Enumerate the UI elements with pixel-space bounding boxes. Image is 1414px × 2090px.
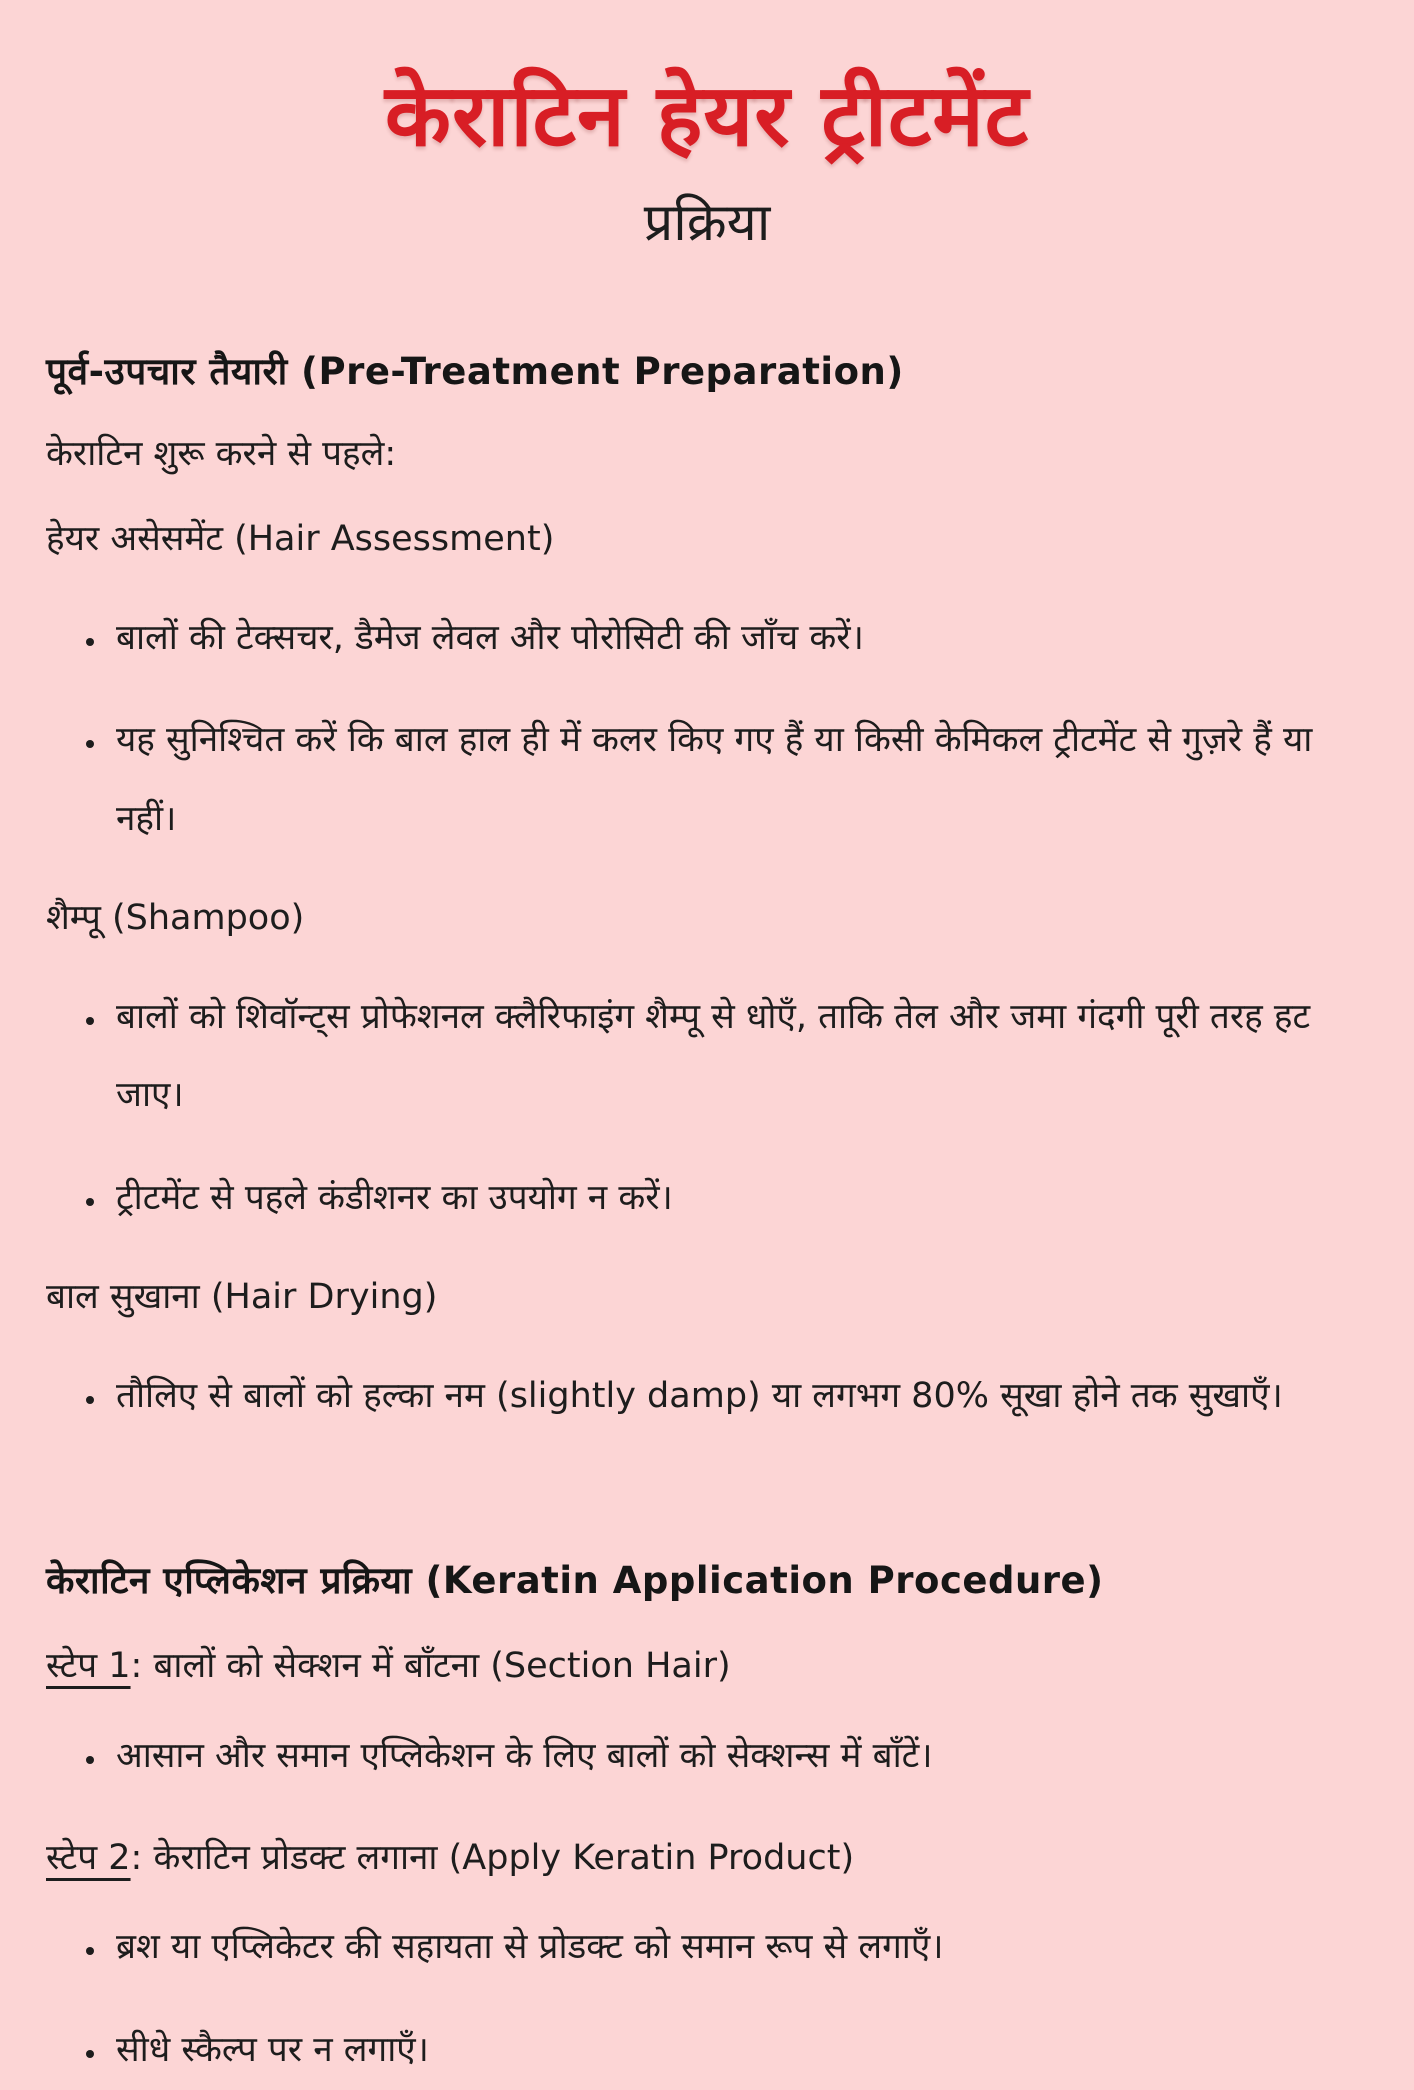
- list-item: • यह सुनिश्चित करें कि बाल हाल ही में कलर किए गए हैं या किसी केमिकल ट्रीटमेंट से गुज़रे हैं या नहीं।: [108, 701, 1368, 859]
- hair-assessment-bullet-list: [46, 599, 1368, 859]
- step-2-bullet-list: [46, 1908, 1368, 2090]
- subheading-hair-drying: बाल सुखाना (Hair Drying): [46, 1276, 438, 1317]
- list-item: • सीधे स्कैल्प पर न लगाएँ।: [108, 2011, 1368, 2090]
- pre-treatment-intro: केराटिन शुरू करने से पहले:: [46, 434, 397, 474]
- step-1-bullet-list: [46, 1717, 1368, 1796]
- step-1-text: : बालों को सेक्शन में बाँटना (Section Hair): [130, 1646, 731, 1687]
- page-title: केराटिन हेयर ट्रीटमेंट: [384, 66, 1030, 166]
- step-1-label: स्टेप 1: [46, 1646, 131, 1687]
- step-2-line: [46, 1832, 1368, 1885]
- section-heading-pre-treatment: पूर्व-उपचार तैयारी (Pre-Treatment Preparation): [46, 350, 904, 393]
- list-item: • ब्रश या एप्लिकेटर की सहायता से प्रोडक्ट को समान रूप से लगाएँ।: [108, 1908, 1368, 1987]
- step-1-line: [46, 1640, 1368, 1693]
- list-item: • तौलिए से बालों को हल्का नम (slightly damp) या लगभग 80% सूखा होने तक सुखाएँ।: [108, 1357, 1368, 1436]
- subheading-hair-assessment: हेयर असेसमेंट (Hair Assessment): [46, 518, 555, 559]
- list-item: • आसान और समान एप्लिकेशन के लिए बालों को सेक्शन्स में बाँटें।: [108, 1717, 1368, 1796]
- subheading-shampoo: शैम्पू (Shampoo): [46, 897, 305, 938]
- step-2-label: स्टेप 2: [46, 1837, 131, 1878]
- step-2-text: : केराटिन प्रोडक्ट लगाना (Apply Keratin Product): [130, 1837, 855, 1878]
- list-item: • बालों की टेक्सचर, डैमेज लेवल और पोरोसिटी की जाँच करें।: [108, 599, 1368, 678]
- list-item: • बालों को शिवॉन्ट्स प्रोफेशनल क्लैरिफाइंग शैम्पू से धोएँ, ताकि तेल और जमा गंदगी पूरी तरह हट जाए।: [108, 978, 1368, 1136]
- list-item: • ट्रीटमेंट से पहले कंडीशनर का उपयोग न करें।: [108, 1159, 1368, 1238]
- page-subtitle: प्रक्रिया: [643, 193, 771, 253]
- shampoo-bullet-list: [46, 978, 1368, 1238]
- hair-drying-bullet-list: [46, 1357, 1368, 1436]
- section-heading-application: केराटिन एप्लिकेशन प्रक्रिया (Keratin Application Procedure): [46, 1559, 1104, 1603]
